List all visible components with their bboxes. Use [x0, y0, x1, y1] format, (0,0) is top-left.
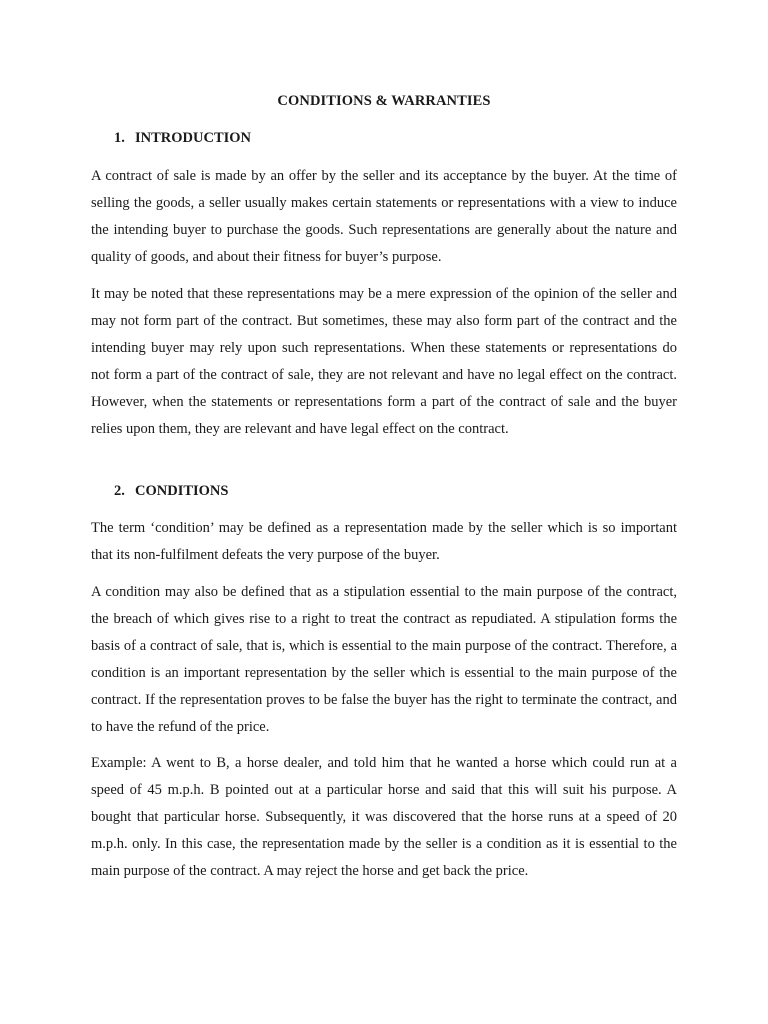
conditions-paragraph-1: The term ‘condition’ may be defined as a representation made by the seller which is so important that its non-fulfilment defeats the very purpose of the buyer. [91, 520, 677, 563]
section-heading-introduction [114, 130, 251, 147]
section-number: 2. [114, 483, 125, 499]
document-title: CONDITIONS & WARRANTIES [277, 93, 491, 109]
conditions-paragraph-2: A condition may also be defined that as a stipulation essential to the main purpose of the contract, the breach of which gives rise to a right to treat the contract as repudiated. A stipulation forms the basis of a contract of sale, that is, which is essential to the main purpose of the contract. Therefore, a condition is an important representation by the seller which is essential to the main purpose of the contract. If the representation proves to be false the buyer has the right to terminate the contract, and to have the refund of the price. [91, 584, 677, 735]
conditions-example-paragraph: Example: A went to B, a horse dealer, and told him that he wanted a horse which could run at a speed of 45 m.p.h. B pointed out at a particular horse and said that this will suit his purpose. A bought that particular horse. Subsequently, it was discovered that the horse runs at a speed of 20 m.p.h. only. In this case, the representation made by the seller is a condition as it is essential to the main purpose of the contract. A may reject the horse and get back the price. [91, 755, 677, 879]
section-heading-text: INTRODUCTION [135, 130, 252, 146]
intro-paragraph-1: A contract of sale is made by an offer by the seller and its acceptance by the buyer. At the time of selling the goods, a seller usually makes certain statements or representations with a view to induce the intending buyer to purchase the goods. Such representations are generally about the nature and quality of goods, and about their fitness for buyer’s purpose. [91, 168, 677, 265]
section-number: 1. [114, 130, 125, 146]
section-heading-text: CONDITIONS [135, 483, 229, 499]
section-heading-conditions [114, 483, 228, 500]
intro-paragraph-2: It may be noted that these representations may be a mere expression of the opinion of the seller and may not form part of the contract. But sometimes, these may also form part of the contract and the intending buyer may rely upon such representations. When these statements or representations do not form a part of the contract of sale, they are not relevant and have no legal effect on the contract. However, when the statements or representations form a part of the contract of sale and the buyer relies upon them, they are relevant and have legal effect on the contract. [91, 286, 677, 437]
